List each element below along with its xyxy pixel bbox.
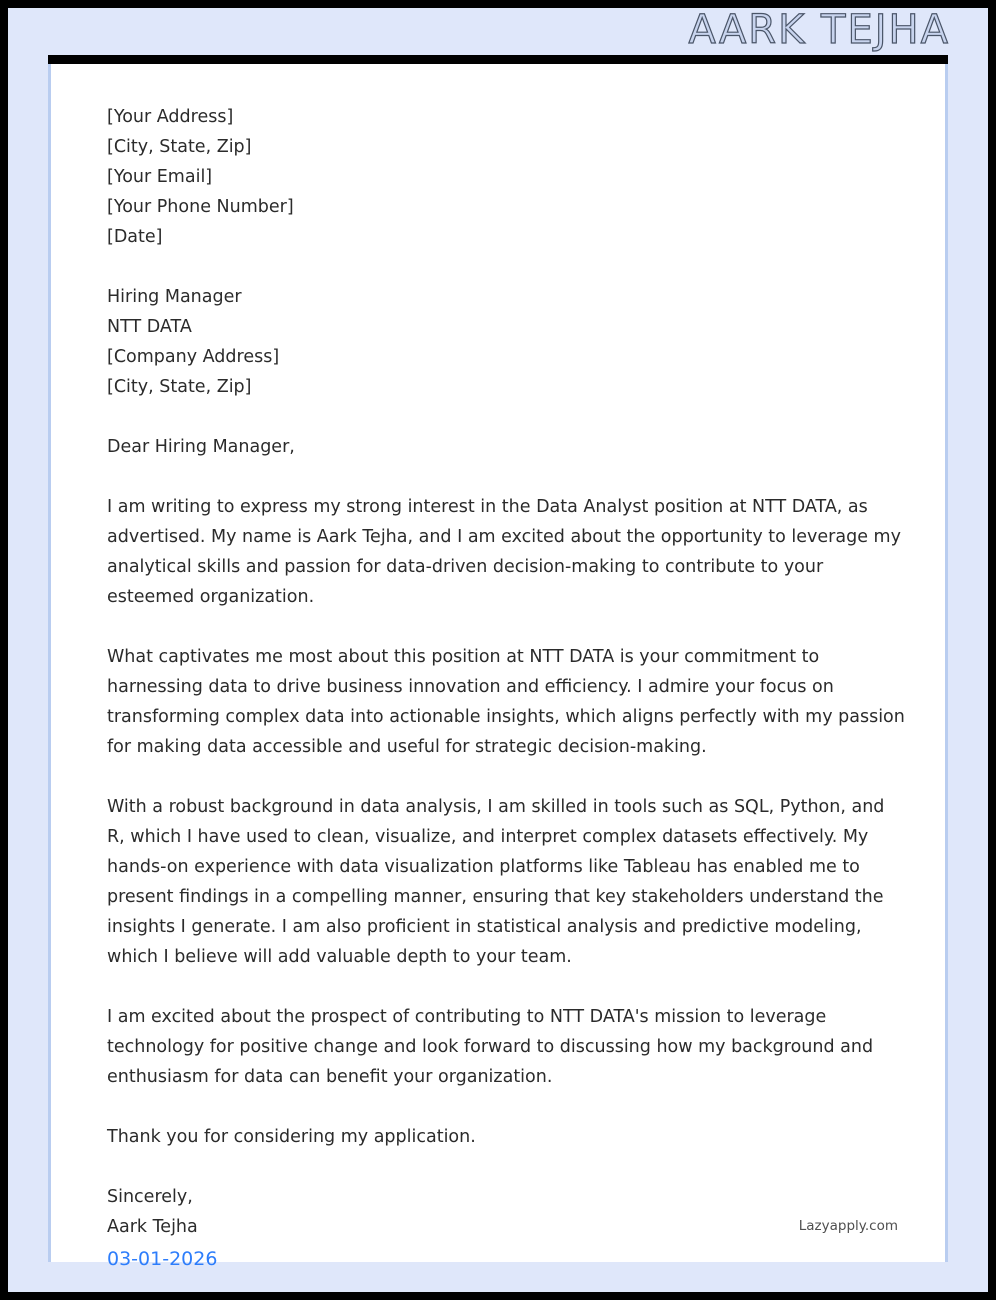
header-divider-rule	[48, 55, 948, 64]
body-paragraph: I am excited about the prospect of contributing to NTT DATA's mission to leverage technology for positive change and look forward to discussing how my background and enthusiasm for data can benefit your organization.	[107, 1007, 874, 1087]
letter-content	[107, 102, 907, 1262]
sender-address-line: [Your Address]	[107, 107, 234, 127]
letter-sheet	[48, 64, 948, 1262]
body-paragraph: What captivates me most about this position at NTT DATA is your commitment to harnessing data to drive business innovation and efficiency. I admire your focus on transforming complex data into actionable insights, which aligns perfectly with my passion for making data accessible and useful for strategic decision-making.	[107, 647, 905, 757]
sender-address-line: [Your Phone Number]	[107, 197, 294, 217]
sender-address-line: [Your Email]	[107, 167, 213, 187]
letterhead	[8, 8, 988, 56]
document-canvas	[8, 8, 988, 1292]
letter-date: 03-01-2026	[107, 1248, 218, 1270]
thank-you-line: Thank you for considering my application.	[107, 1127, 476, 1147]
body-paragraph: With a robust background in data analysis, I am skilled in tools such as SQL, Python, and R, which I have used to clean, visualize, and interpret complex datasets effectively. My hands-on experience with data visualization platforms like Tableau has enabled me to present findings in a compelling manner, ensuring that key stakeholders understand the insights I generate. I am also proficient in statistical analysis and predictive modeling, which I believe will add valuable depth to your team.	[107, 797, 885, 967]
recipient-line: NTT DATA	[107, 317, 192, 337]
recipient-line: [City, State, Zip]	[107, 377, 252, 397]
sender-address-line: [City, State, Zip]	[107, 137, 252, 157]
applicant-name-title: AARK TEJHA	[688, 7, 950, 53]
signature-block	[107, 1182, 907, 1242]
recipient-line: Hiring Manager	[107, 287, 242, 307]
recipient-line: [Company Address]	[107, 347, 280, 367]
sender-address-block	[107, 102, 907, 252]
sender-address-line: [Date]	[107, 227, 163, 247]
salutation: Dear Hiring Manager,	[107, 437, 295, 457]
body-paragraph: I am writing to express my strong interest in the Data Analyst position at NTT DATA, as advertised. My name is Aark Tejha, and I am excited about the opportunity to leverage my analytical skills and passion for data-driven decision-making to contribute to your esteemed organization.	[107, 497, 901, 607]
recipient-address-block	[107, 282, 907, 402]
signature-name: Aark Tejha	[107, 1217, 198, 1237]
lazyapply-watermark: Lazyapply.com	[798, 1218, 898, 1234]
closing-salutation: Sincerely,	[107, 1187, 193, 1207]
